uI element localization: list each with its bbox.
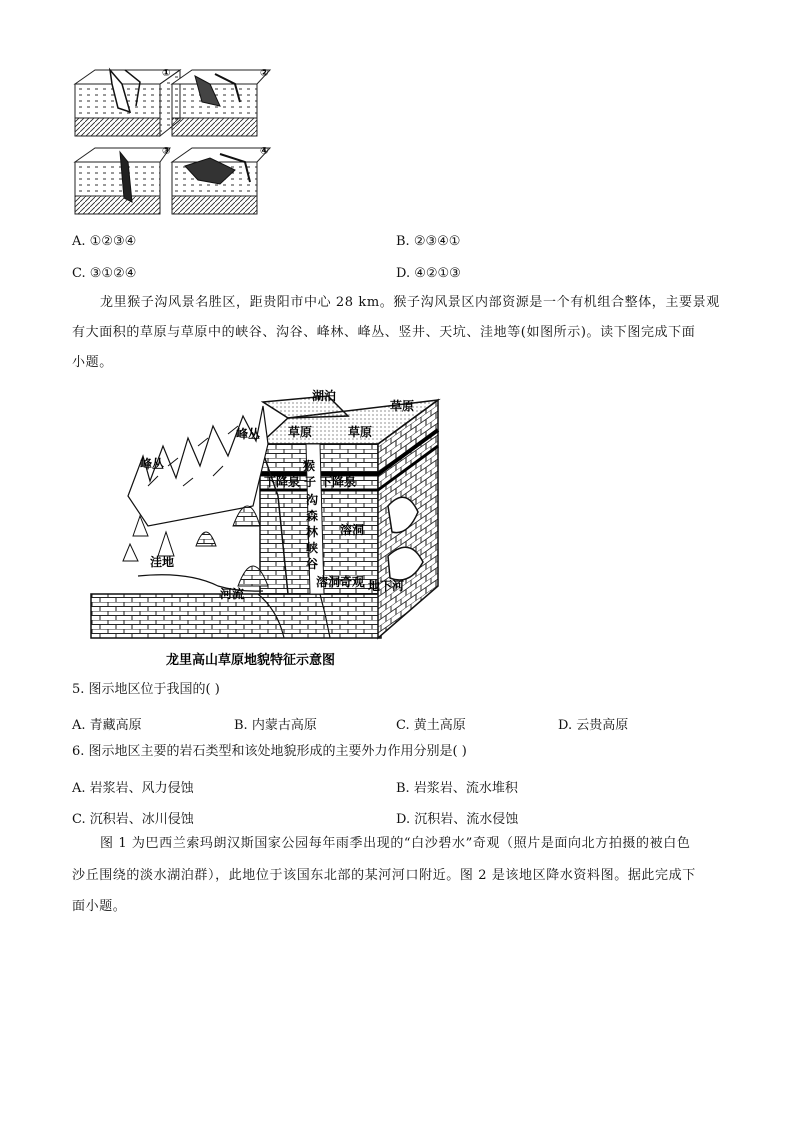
label-grassland-3: 草原 (348, 425, 373, 439)
label-xia: 峡 (306, 541, 319, 555)
label-zi: 子 (304, 475, 317, 489)
label-gu: 谷 (306, 557, 319, 571)
q5-stem: 5. 图示地区位于我国的( ) (72, 682, 220, 697)
label-hou: 猴 (303, 459, 316, 473)
landform-sequence-figure (70, 62, 280, 220)
panel-2 (172, 70, 270, 136)
label-peak-cluster-1: 峰丛 (236, 427, 261, 441)
q6-option-c[interactable]: C. 沉积岩、冰川侵蚀 (72, 812, 194, 827)
label-peak-cluster-2: 峰丛 (140, 457, 165, 471)
label-grassland-1: 草原 (390, 399, 415, 413)
q5-option-b[interactable]: B. 内蒙古高原 (234, 718, 317, 733)
q4-option-b[interactable]: B. ②③④① (396, 234, 461, 249)
label-lake: 湖泊 (312, 389, 337, 403)
passage-1-line-1: 龙里猴子沟风景名胜区，距贵阳市中心 28 km。猴子沟风景区内部资源是一个有机组合整体，主要景观 (100, 295, 720, 310)
panel-label-1: ① (162, 68, 171, 79)
q4-option-a[interactable]: A. ①②③④ (72, 234, 137, 249)
label-cave-view: 溶洞奇观 (316, 575, 365, 589)
label-lin: 林 (306, 525, 319, 539)
q5-option-d[interactable]: D. 云贵高原 (558, 718, 629, 733)
q6-option-d[interactable]: D. 沉积岩、流水侵蚀 (396, 812, 519, 827)
panel-label-3: ③ (162, 146, 171, 157)
label-underground-river: 地下河 (368, 579, 405, 593)
q4-option-d[interactable]: D. ④②①③ (396, 266, 461, 281)
q5-option-c[interactable]: C. 黄土高原 (396, 718, 466, 733)
label-depression: 洼地 (150, 555, 175, 569)
label-spring-1: 下降泉 (264, 475, 301, 489)
panel-1 (75, 70, 180, 136)
q6-option-b[interactable]: B. 岩浆岩、流水堆积 (396, 781, 518, 796)
panel-4 (172, 148, 270, 214)
label-spring-2: 下降泉 (320, 475, 357, 489)
panel-label-2: ② (260, 68, 269, 79)
label-cave: 溶洞 (340, 523, 365, 537)
passage-1-line-3: 小题。 (72, 355, 113, 370)
passage-1-line-2: 有大面积的草原与草原中的峡谷、沟谷、峰林、峰丛、竖井、天坑、洼地等(如图所示)。读下图完成下面 (72, 325, 696, 340)
passage-2-line-1: 图 1 为巴西兰索玛朗汉斯国家公园每年雨季出现的“白沙碧水”奇观（照片是面向北方拍摄的被白色 (100, 836, 691, 851)
label-sen: 森 (306, 509, 319, 523)
grassland-landform-diagram (88, 386, 448, 670)
panel-3 (75, 148, 170, 214)
label-gou: 沟 (306, 493, 319, 507)
q6-option-a[interactable]: A. 岩浆岩、风力侵蚀 (72, 781, 194, 796)
label-grassland-2: 草原 (288, 425, 313, 439)
q5-option-a[interactable]: A. 青藏高原 (72, 718, 142, 733)
q4-option-c[interactable]: C. ③①②④ (72, 266, 137, 281)
passage-2-line-2: 沙丘围绕的淡水湖泊群），此地位于该国东北部的某河河口附近。图 2 是该地区降水资料图。据此完成下 (72, 868, 696, 883)
q6-stem: 6. 图示地区主要的岩石类型和该处地貌形成的主要外力作用分别是( ) (72, 744, 467, 759)
diagram-caption: 龙里高山草原地貌特征示意图 (166, 653, 336, 668)
label-river: 河流 (220, 587, 245, 601)
passage-2-line-3: 面小题。 (72, 899, 127, 914)
panel-label-4: ④ (260, 146, 269, 157)
